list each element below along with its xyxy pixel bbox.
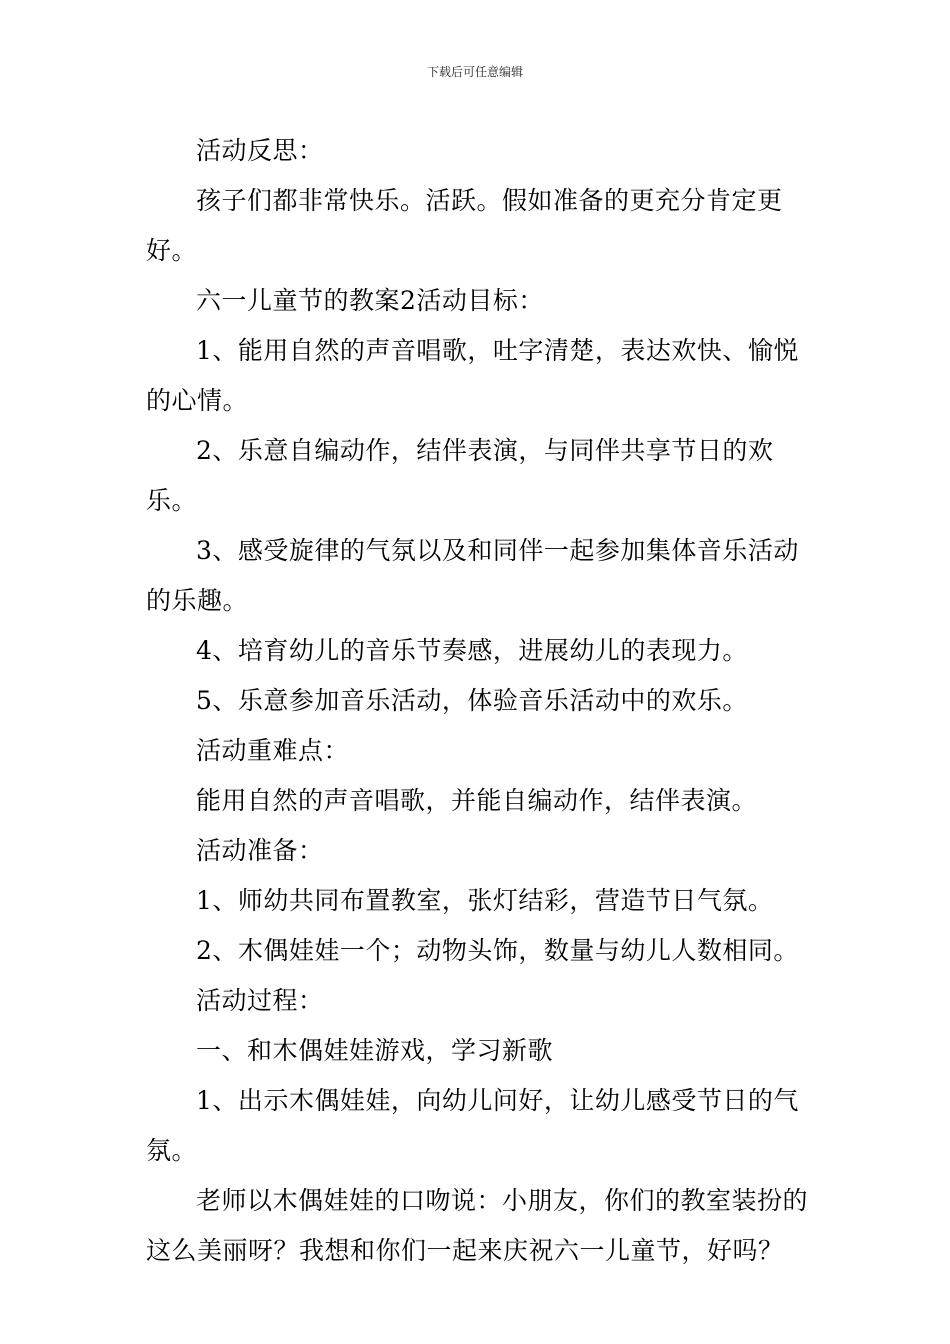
goal-item-5: 5、乐意参加音乐活动，体验音乐活动中的欢乐。	[196, 686, 748, 715]
heading-key-difficulties: 活动重难点：	[196, 736, 350, 765]
preparation-item-2: 2、木偶娃娃一个；动物头饰，数量与幼儿人数相同。	[196, 936, 799, 965]
page-header: 下载后可任意编辑	[426, 65, 523, 79]
process-section-1: 一、和木偶娃娃游戏，学习新歌	[196, 1036, 554, 1065]
reflection-text: 孩子们都非常快乐。活跃。假如准备的更充分肯定更好。	[146, 186, 783, 265]
goal-item-2: 2、乐意自编动作，结伴表演，与同伴共享节日的欢乐。	[146, 436, 774, 515]
lesson-plan-2-goals-heading: 六一儿童节的教案2活动目标：	[196, 286, 544, 315]
goal-item-4: 4、培育幼儿的音乐节奏感，进展幼儿的表现力。	[196, 636, 748, 665]
goal-item-1: 1、能用自然的声音唱歌，吐字清楚，表达欢快、愉悦的心情。	[146, 336, 799, 415]
process-step-1: 1、出示木偶娃娃，向幼儿问好，让幼儿感受节日的气氛。	[146, 1086, 799, 1165]
goal-item-3: 3、感受旋律的气氛以及和同伴一起参加集体音乐活动的乐趣。	[146, 536, 799, 615]
key-difficulties-text: 能用自然的声音唱歌，并能自编动作，结伴表演。	[196, 786, 758, 815]
document-body	[146, 126, 810, 1276]
teacher-dialogue: 老师以木偶娃娃的口吻说：小朋友，你们的教室装扮的这么美丽呀？我想和你们一起来庆祝六一儿童节，好吗？	[146, 1186, 809, 1265]
heading-preparation: 活动准备：	[196, 836, 324, 865]
preparation-item-1: 1、师幼共同布置教室，张灯结彩，营造节日气氛。	[196, 886, 774, 915]
heading-activity-reflection: 活动反思：	[196, 136, 324, 165]
heading-activity-process: 活动过程：	[196, 986, 324, 1015]
